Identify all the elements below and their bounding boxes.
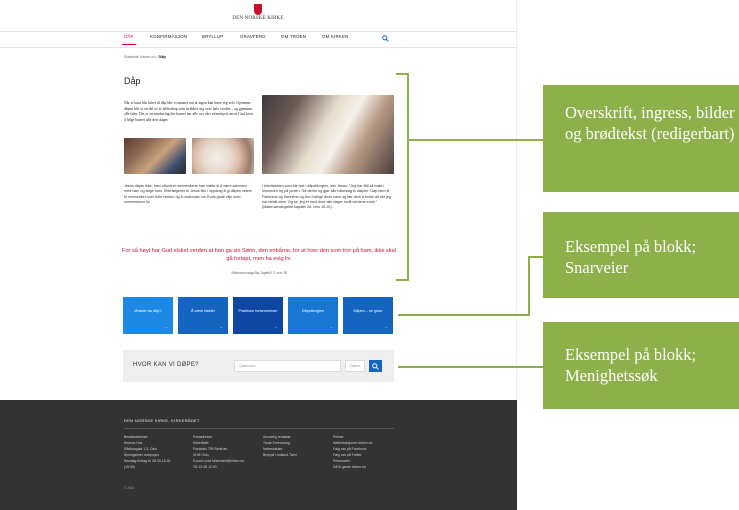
footer-col-links (333, 434, 372, 470)
bracket-line (396, 279, 409, 281)
copyright: © 2014 (124, 486, 135, 490)
footer-text: 0106 Oslo (193, 453, 209, 457)
footer-link[interactable]: Presse (333, 435, 344, 439)
photo-baptism-ceremony (262, 95, 394, 174)
parish-search-title: HVOR KAN VI DØPE? (133, 362, 199, 368)
footer-link[interactable]: Personvern (333, 459, 351, 463)
footer-text: Kirkerådet (193, 441, 209, 445)
ingress-text: Når et barn blir båret til dåp blir vi minnet om at ingen kan bære seg selv. Gjennom dåpen blir vi en del av et fellesskap som strekker seg over hele verden – og gjennom alle tider. Det er en markering der barnet har alle oss vårt vitnesbyrd om at Gud lover å følge barnet alle dets dager. (124, 101, 254, 122)
shortcut-tile-fadder[interactable] (178, 297, 228, 334)
footer-col-address (124, 434, 170, 470)
footer-text: Tlf: 23 08 12 00 (193, 465, 217, 469)
nav-item-gravferd[interactable]: GRAVFERD (240, 34, 266, 39)
parish-search-block (123, 350, 394, 382)
body-text-right: I bibelteksten som blir lest i dåpsliturgien, sier Jesus: "Jeg har fått all makt i himmelen og på jorden. Gå derfor og gjør alle folkeslag til disipler: Døp dem til Faderens og Sønnens og Den hellige ånds navn og lær dem å holde alt det jeg har befalt dere. Og se, jeg er med dere alle dager inntil verdens ende." (Matteusevangeliet kapittel 28, vers 18-20). (262, 184, 391, 210)
church-shield-icon (254, 4, 262, 15)
footer-link[interactable]: Gå til gamle kirken.no (333, 465, 366, 469)
footer-text: Kirkens Hus (124, 441, 143, 445)
footer-text: Postboks 799 Sentrum (193, 447, 228, 451)
logo-text: DEN NORSKE KIRKE (232, 16, 284, 21)
callout-parish-search-block: Eksempel på blokk; Menighetssøk (543, 322, 739, 409)
footer-text: Åpningstider resepsjon: (124, 453, 160, 457)
shortcut-tile-dapen-en-gave[interactable] (343, 297, 393, 334)
footer-text: Trude Evenshaug (263, 441, 290, 445)
callout-editable-content: Overskrift, ingress, bilder og brødtekst (redigerbart) (543, 85, 739, 192)
arrow-right-icon: → (164, 324, 168, 329)
arrow-right-icon: → (329, 324, 333, 329)
footer-text: (15.00) (124, 465, 135, 469)
page-title: Dåp (124, 76, 141, 86)
shortcut-label: Praktiske forberedelser (238, 309, 278, 313)
footer-col-postal (193, 434, 244, 470)
street-number-input[interactable]: Gatenr. (345, 360, 365, 372)
footer-title: DEN NORSKE KIRKE, KIRKERÅDET (124, 418, 200, 423)
arrow-right-icon: → (274, 324, 278, 329)
footer-text: Rådhusgata 1-3, Oslo (124, 447, 157, 451)
shortcut-tile-praktiske[interactable] (233, 297, 283, 334)
shortcut-block (123, 297, 395, 334)
nav-item-om-troen[interactable]: OM TROEN (281, 34, 307, 39)
breadcrumb-home[interactable]: Startside kirken.no / (124, 55, 158, 59)
connector-line (528, 256, 543, 258)
bible-quote-reference: Johannesevangeliet, kapittel 3, vers 16 (231, 271, 287, 275)
body-text-left: Jesus døpte ikke, men utfordret menneskene han møtte til å være sammen med ham og følge ham. Etterfølgerne til Jesus fikk i oppdrag å gi dåpen videre til mennesker over hele verden og å undervise om Guds gode vilje med menneskene liv. (124, 184, 252, 204)
photo-baptism-family (124, 138, 186, 174)
footer-link[interactable]: Følg oss på Twitter (333, 453, 362, 457)
callout-shortcuts-block: Eksempel på blokk; Snarveier (543, 212, 739, 298)
shortcut-label: Dåpsliturgien (301, 309, 325, 313)
nav-item-om-kirken[interactable]: OM KIRKEN (322, 34, 349, 39)
shortcut-tile-onsker-du-dap[interactable] (123, 297, 173, 334)
divider (0, 31, 517, 32)
footer-text: Mandag-fredag kl. 08.30-15.30 (124, 459, 171, 463)
logo[interactable] (228, 4, 288, 21)
arrow-right-icon: → (384, 324, 388, 329)
footer-link[interactable]: Nettredaksjonen kirken.no (333, 441, 373, 445)
connector-line (407, 139, 543, 141)
main-nav (118, 34, 398, 44)
bracket-line (407, 73, 409, 281)
shortcut-tile-dapsliturgien[interactable] (288, 297, 338, 334)
divider (0, 47, 517, 48)
footer-text: Ansvarlig redaktør: (263, 435, 292, 439)
footer-text: Brynjulf Lindland-Tønn (263, 453, 298, 457)
site-footer (0, 400, 517, 510)
nav-active-indicator (122, 44, 136, 45)
search-icon[interactable] (382, 35, 389, 42)
street-name-input[interactable]: Gatenavn (234, 360, 341, 372)
nav-item-bryllup[interactable]: BRYLLUP (202, 34, 224, 39)
breadcrumb (124, 55, 166, 59)
nav-item-dap[interactable]: DÅP (124, 34, 134, 39)
footer-text: Postadresse: (193, 435, 213, 439)
connector-line (398, 366, 543, 368)
footer-col-editors (263, 434, 297, 458)
shortcut-label: Å være fadder (190, 309, 216, 313)
divider (124, 428, 394, 429)
arrow-right-icon: → (219, 324, 223, 329)
search-icon (372, 363, 379, 370)
footer-email[interactable]: E-post: post.kirkeradet@kirken.no (193, 459, 245, 463)
connector-line (528, 256, 530, 316)
footer-link[interactable]: Følg oss på Facebook (333, 447, 367, 451)
shortcut-label: Dåpen – en gave (353, 309, 383, 313)
footer-text: Besøksadresse: (124, 435, 149, 439)
footer-text: Nettredaktør: (263, 447, 283, 451)
breadcrumb-current: Dåp (158, 55, 166, 59)
nav-item-konfirmasjon[interactable]: KONFIRMASJON (150, 34, 188, 39)
parish-search-button[interactable] (369, 360, 382, 372)
connector-line (398, 314, 529, 316)
photo-baby (192, 138, 254, 174)
bible-quote: For så høyt har Gud elsket verden at han ga sin Sønn, den enbårne, for at hver den som tror på ham, ikke skal gå fortapt, men ha evig liv. (122, 248, 396, 262)
shortcut-label: Ønsker du dåp? (134, 309, 162, 313)
